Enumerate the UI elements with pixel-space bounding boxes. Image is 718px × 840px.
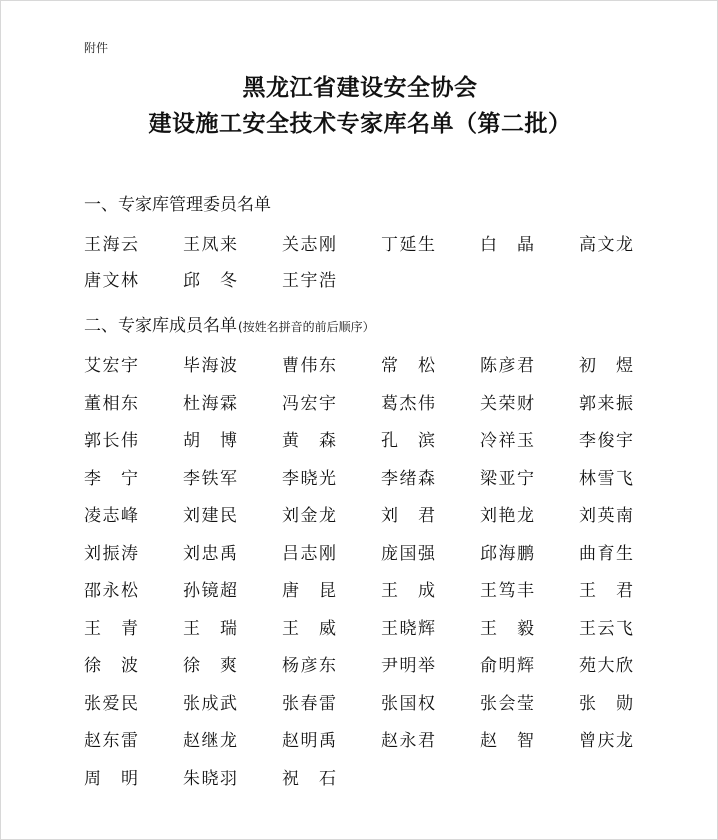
expert-member-name: 关荣财 [480,393,534,414]
expert-member-name: 冷祥玉 [480,431,534,451]
committee-member-name: 邱冬 [183,271,237,291]
section-2-heading [84,311,375,336]
expert-member-name: 邱海鹏 [480,543,534,564]
expert-member-name: 孙镜超 [183,581,237,601]
section-1-heading: 一、专家库管理委员名单 [84,195,271,215]
expert-member-name: 张成武 [183,693,237,714]
expert-member-name: 苑大欣 [579,656,633,676]
expert-member-name: 刘君 [381,506,435,526]
expert-member-name: 王晓辉 [381,618,435,639]
expert-member-name: 郭长伟 [84,431,138,451]
expert-member-name: 刘艳龙 [480,506,534,526]
expert-member-name: 凌志峰 [84,506,138,526]
expert-member-name: 赵永君 [381,731,435,751]
expert-member-name: 艾宏宇 [84,356,138,376]
section-2-heading-text: 二、专家库成员名单 [84,316,237,336]
expert-member-name: 祝石 [282,768,336,789]
expert-member-name: 尹明举 [381,656,435,676]
expert-member-name: 李晓光 [282,468,336,489]
expert-member-name: 刘英南 [579,506,633,526]
expert-member-name: 杨彦东 [282,656,336,676]
expert-member-name: 赵东雷 [84,731,138,751]
expert-member-name: 李绪森 [381,468,435,489]
expert-member-name: 李宁 [84,468,138,489]
expert-member-name: 胡博 [183,431,237,451]
attachment-label: 附件 [84,41,109,55]
expert-member-name: 葛杰伟 [381,393,435,414]
expert-member-name: 徐波 [84,656,138,676]
expert-member-name: 周明 [84,768,138,789]
expert-member-name: 唐昆 [282,581,336,601]
committee-member-name: 白晶 [480,235,534,255]
expert-member-name: 张会莹 [480,693,534,714]
expert-member-name: 徐爽 [183,656,237,676]
expert-member-name: 王成 [381,581,435,601]
expert-member-name: 杜海霖 [183,393,237,414]
expert-member-name: 俞明辉 [480,656,534,676]
expert-member-name: 赵继龙 [183,731,237,751]
committee-member-name: 丁延生 [381,235,435,255]
expert-member-name: 孔滨 [381,431,435,451]
committee-member-name: 王宇浩 [282,271,336,291]
expert-member-name: 王威 [282,618,336,639]
expert-member-name: 庞国强 [381,543,435,564]
committee-member-name: 关志刚 [282,235,336,255]
section-2-heading-note: (按姓名拼音的前后顺序） [238,320,375,334]
document-title-line-2: 建设施工安全技术专家库名单（第二批） [148,111,572,137]
expert-member-name: 王瑞 [183,618,237,639]
expert-member-name: 王青 [84,618,138,639]
committee-member-name: 王凤来 [183,235,237,255]
expert-member-name: 王君 [579,581,633,601]
expert-member-name: 初煜 [579,356,633,376]
expert-member-name: 张国权 [381,693,435,714]
expert-member-name: 冯宏宇 [282,393,336,414]
expert-member-name: 曹伟东 [282,356,336,376]
expert-member-name: 邵永松 [84,581,138,601]
expert-member-name: 李俊宇 [579,431,633,451]
expert-member-name: 王毅 [480,618,534,639]
committee-member-name: 王海云 [84,235,138,255]
expert-member-name: 李铁军 [183,468,237,489]
expert-member-name: 朱晓羽 [183,768,237,789]
expert-member-name: 张春雷 [282,693,336,714]
expert-member-name: 黄森 [282,431,336,451]
expert-member-name: 张勋 [579,693,633,714]
expert-member-name: 刘金龙 [282,506,336,526]
expert-member-name: 董相东 [84,393,138,414]
expert-member-name: 刘建民 [183,506,237,526]
expert-member-name: 郭来振 [579,393,633,414]
expert-member-name: 刘振涛 [84,543,138,564]
expert-member-name: 赵智 [480,731,534,751]
expert-member-name: 毕海波 [183,356,237,376]
member-name-list [84,353,678,793]
expert-member-name: 林雪飞 [579,468,633,489]
committee-member-name: 唐文林 [84,271,138,291]
expert-member-name: 吕志刚 [282,543,336,564]
expert-member-name: 曲育生 [579,543,633,564]
committee-member-name: 高文龙 [579,235,633,255]
expert-member-name: 梁亚宁 [480,468,534,489]
expert-member-name: 陈彦君 [480,356,534,376]
expert-member-name: 张爱民 [84,693,138,714]
expert-member-name: 王笃丰 [480,581,534,601]
committee-name-list [84,232,678,295]
document-title-line-1: 黑龙江省建设安全协会 [242,75,478,101]
expert-member-name: 赵明禹 [282,731,336,751]
expert-member-name: 曾庆龙 [579,731,633,751]
expert-member-name: 常松 [381,356,435,376]
expert-member-name: 王云飞 [579,618,633,639]
expert-member-name: 刘忠禹 [183,543,237,564]
